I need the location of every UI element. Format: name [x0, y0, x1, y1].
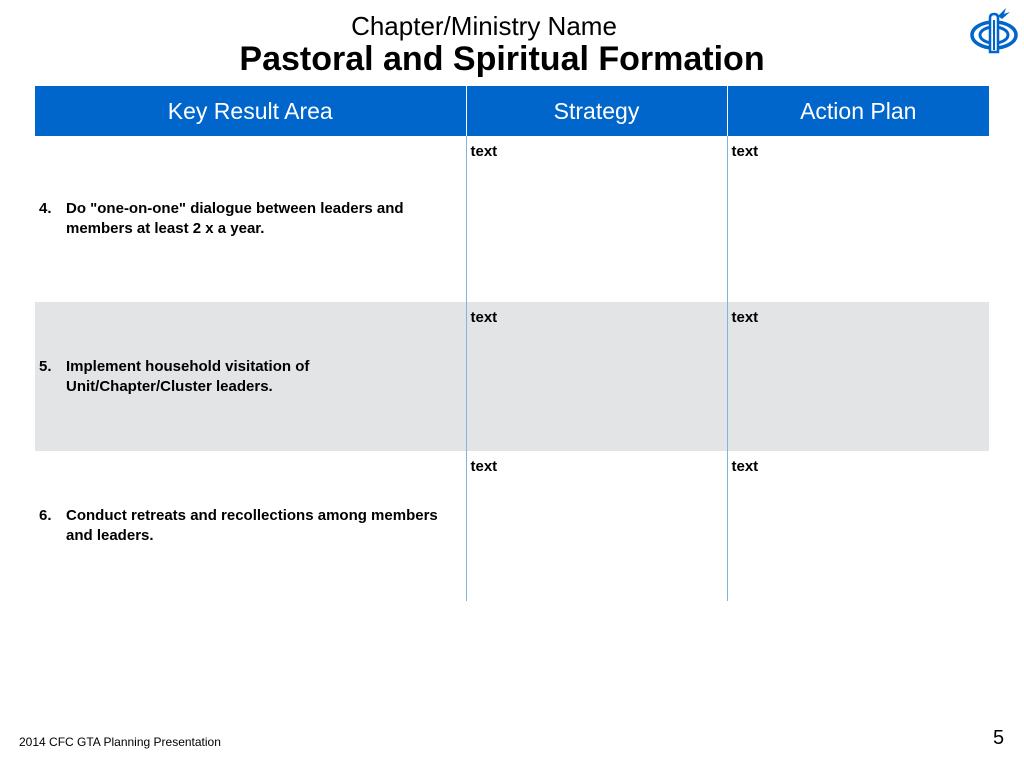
action-plan-text: text — [731, 309, 759, 326]
footer-presentation-name: 2014 CFC GTA Planning Presentation — [19, 735, 221, 749]
kra-item — [39, 357, 458, 397]
column-header-strategy: Strategy — [466, 86, 727, 136]
kra-cell — [35, 136, 466, 302]
strategy-text: text — [470, 143, 498, 160]
strategy-cell[interactable] — [466, 302, 727, 451]
slide-title: Pastoral and Spiritual Formation — [239, 40, 765, 78]
strategy-text: text — [470, 309, 498, 326]
action-plan-cell[interactable] — [727, 136, 989, 302]
strategy-cell[interactable] — [466, 451, 727, 601]
table-row — [35, 302, 989, 451]
column-header-key-result-area: Key Result Area — [35, 86, 466, 136]
kra-item — [39, 506, 458, 546]
action-plan-cell[interactable] — [727, 302, 989, 451]
table-header-row — [35, 86, 989, 136]
kra-cell — [35, 451, 466, 601]
kra-text: Conduct retreats and recollections among members and leaders. — [66, 507, 438, 544]
action-plan-text: text — [731, 143, 759, 160]
kra-cell — [35, 302, 466, 451]
strategy-text: text — [470, 458, 498, 475]
kra-number: 5. — [39, 357, 52, 375]
key-result-table — [35, 86, 989, 601]
kra-number: 6. — [39, 507, 52, 524]
table-row — [35, 136, 989, 302]
kra-text: Implement household visitation of Unit/Chapter/Cluster leaders. — [66, 357, 310, 395]
kra-item — [39, 199, 458, 239]
cfc-logo — [966, 4, 1022, 56]
slide-subtitle: Chapter/Ministry Name — [351, 11, 617, 41]
kra-text: Do "one-on-one" dialogue between leaders and members at least 2 x a year. — [66, 200, 404, 237]
kra-number: 4. — [39, 200, 52, 217]
table-row — [35, 451, 989, 601]
strategy-cell[interactable] — [466, 136, 727, 302]
column-header-action-plan: Action Plan — [727, 86, 989, 136]
page-number: 5 — [993, 727, 1005, 749]
cfc-cross-dove-icon — [966, 4, 1022, 56]
action-plan-text: text — [731, 458, 759, 475]
action-plan-cell[interactable] — [727, 451, 989, 601]
